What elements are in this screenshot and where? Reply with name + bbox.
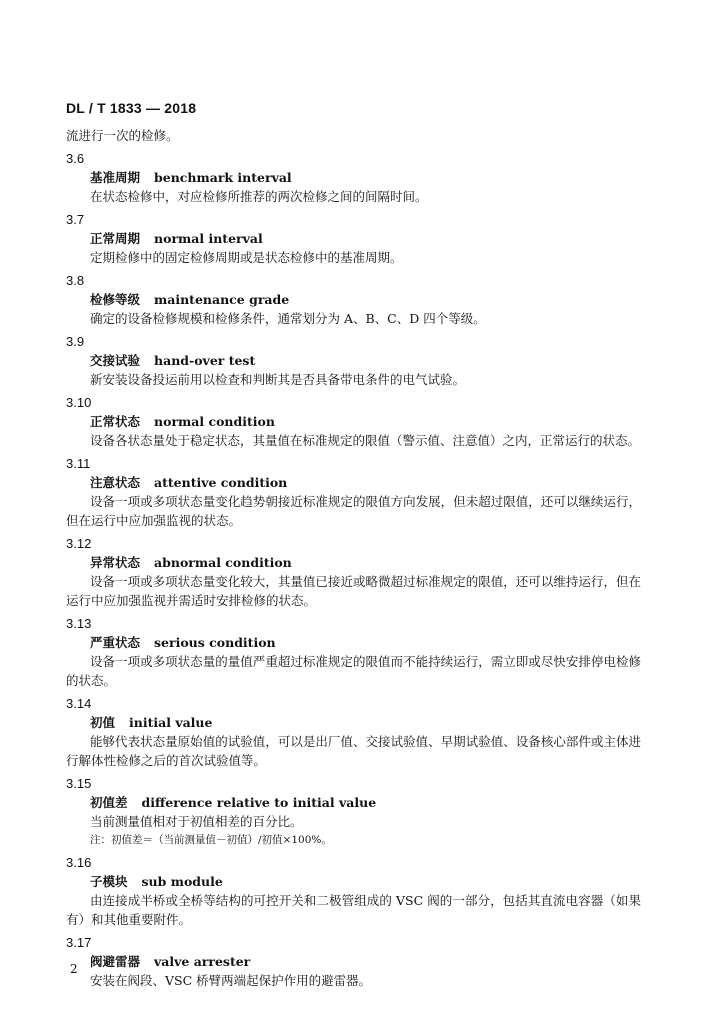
definitions-content [66, 126, 641, 990]
term-heading [66, 229, 641, 248]
term-heading [66, 168, 641, 187]
clause-number: 3.17 [66, 935, 92, 950]
term-heading [66, 473, 641, 492]
term-chinese: 正常周期 [90, 231, 141, 246]
term-english: benchmark interval [154, 170, 292, 185]
term-chinese: 初值 [90, 715, 116, 730]
term-definition: 定期检修中的固定检修周期或是状态检修中的基准周期。 [90, 250, 403, 265]
term-definition: 设备一项或多项状态量的量值严重超过标准规定的限值而不能持续运行，需立即或尽快安排停电检修的状态。 [66, 654, 641, 688]
term-heading [66, 952, 641, 971]
term-heading [66, 412, 641, 431]
clause-number: 3.6 [66, 151, 85, 166]
term-english: attentive condition [154, 475, 288, 490]
term-chinese: 阀避雷器 [90, 954, 141, 969]
clause-number: 3.7 [66, 212, 85, 227]
term-english: abnormal condition [154, 555, 292, 570]
clause-number: 3.12 [66, 536, 92, 551]
term-chinese: 交接试验 [90, 353, 141, 368]
definition-entry [66, 694, 641, 770]
term-definition: 设备各状态量处于稳定状态，其量值在标准规定的限值（警示值、注意值）之内，正常运行的状态。 [90, 433, 641, 448]
term-heading [66, 872, 641, 891]
clause-number: 3.11 [66, 456, 91, 471]
term-chinese: 严重状态 [90, 635, 141, 650]
term-chinese: 注意状态 [90, 475, 141, 490]
term-definition: 由连接成半桥或全桥等结构的可控开关和二极管组成的 VSC 阀的一部分，包括其直流电容器（如果有）和其他重要附件。 [66, 893, 641, 927]
term-chinese: 异常状态 [90, 555, 141, 570]
clause-number: 3.8 [66, 273, 85, 288]
term-heading [66, 290, 641, 309]
term-definition: 设备一项或多项状态量变化较大，其量值已接近或略微超过标准规定的限值，还可以维持运行，但在运行中应加强监视并需适时安排检修的状态。 [66, 574, 641, 608]
clause-number: 3.9 [66, 334, 85, 349]
definition-note: 注：初值差＝（当前测量值－初值）/初值×100%。 [90, 834, 332, 846]
definition-entry [66, 149, 641, 206]
standard-header: DL / T 1833 — 2018 [66, 100, 197, 116]
term-definition: 能够代表状态量原始值的试验值，可以是出厂值、交接试验值、早期试验值、设备核心部件或主体进行解体性检修之后的首次试验值等。 [66, 734, 641, 768]
term-english: normal condition [154, 414, 275, 429]
term-english: sub module [141, 874, 223, 889]
term-chinese: 初值差 [90, 795, 128, 810]
definition-entry [66, 393, 641, 450]
term-definition: 设备一项或多项状态量变化趋势朝接近标准规定的限值方向发展，但未超过限值，还可以继续运行，但在运行中应加强监视的状态。 [66, 494, 641, 528]
term-english: maintenance grade [154, 292, 290, 307]
term-english: serious condition [154, 635, 276, 650]
term-definition: 安装在阀段、VSC 桥臂两端起保护作用的避雷器。 [90, 973, 372, 988]
term-definition: 新安装设备投运前用以检查和判断其是否具备带电条件的电气试验。 [90, 372, 466, 387]
term-heading [66, 713, 641, 732]
definition-entry [66, 933, 641, 990]
clause-number: 3.16 [66, 855, 92, 870]
term-chinese: 子模块 [90, 874, 128, 889]
term-english: difference relative to initial value [141, 795, 377, 810]
term-definition: 在状态检修中，对应检修所推荐的两次检修之间的间隔时间。 [90, 189, 428, 204]
definition-entry [66, 271, 641, 328]
term-english: normal interval [154, 231, 263, 246]
clause-number: 3.13 [66, 616, 92, 631]
definition-entry [66, 614, 641, 690]
definition-entry [66, 332, 641, 389]
term-definition: 当前测量值相对于初值相差的百分比。 [90, 814, 303, 829]
term-definition: 确定的设备检修规模和检修条件，通常划分为 A、B、C、D 四个等级。 [90, 311, 486, 326]
term-chinese: 正常状态 [90, 414, 141, 429]
intro-line: 流进行一次的检修。 [66, 128, 179, 143]
term-heading [66, 351, 641, 370]
definition-list [66, 149, 641, 990]
term-english: hand-over test [154, 353, 256, 368]
definition-entry [66, 853, 641, 929]
term-heading [66, 553, 641, 572]
clause-number: 3.14 [66, 696, 92, 711]
definition-entry [66, 210, 641, 267]
definition-entry [66, 774, 641, 849]
term-heading [66, 793, 641, 812]
term-heading [66, 633, 641, 652]
term-english: valve arrester [154, 954, 251, 969]
definition-entry [66, 534, 641, 610]
clause-number: 3.15 [66, 776, 92, 791]
term-chinese: 基准周期 [90, 170, 141, 185]
term-english: initial value [129, 715, 213, 730]
term-chinese: 检修等级 [90, 292, 141, 307]
clause-number: 3.10 [66, 395, 92, 410]
page-number: 2 [70, 962, 78, 976]
definition-entry [66, 454, 641, 530]
